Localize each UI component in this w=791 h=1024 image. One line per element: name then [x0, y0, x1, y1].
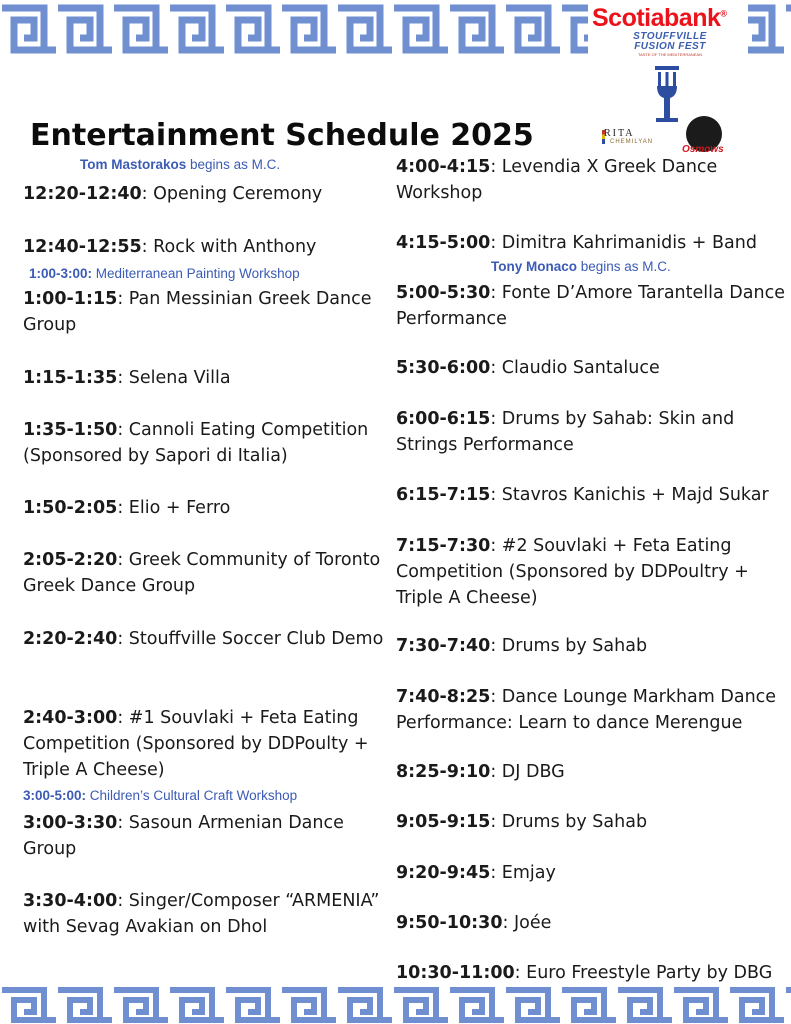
rita-logo-sub: CHEMILYAN — [610, 139, 654, 145]
schedule-item: 1:00-1:15: Pan Messinian Greek Dance Group — [23, 289, 372, 335]
schedule-item: 5:00-5:30: Fonte D’Amore Tarantella Dance Performance — [396, 283, 785, 329]
schedule-item: 7:30-7:40: Drums by Sahab — [396, 636, 648, 656]
schedule-item: 12:20-12:40: Opening Ceremony — [23, 184, 323, 204]
schedule-item: 2:20-2:40: Stouffville Soccer Club Demo — [23, 629, 384, 649]
schedule-item: 4:00-4:15: Levendia X Greek Dance Workshop — [396, 157, 718, 203]
fusion-fest-logo — [630, 32, 710, 57]
schedule-item: 9:20-9:45: Emjay — [396, 863, 556, 883]
schedule-item: 9:05-9:15: Drums by Sahab — [396, 812, 648, 832]
fork-column-icon — [652, 66, 682, 122]
greek-key-border-bottom — [0, 986, 791, 1024]
workshop-note: 3:00-5:00: Children’s Cultural Craft Workshop — [23, 788, 298, 803]
scotiabank-logo: Scotiabank® — [592, 4, 727, 32]
schedule-item: 3:00-3:30: Sasoun Armenian Dance Group — [23, 813, 344, 859]
schedule-item: 7:15-7:30: #2 Souvlaki + Feta Eating Competition (Sponsored by DDPoultry + Triple A Cheese) — [396, 536, 749, 608]
workshop-note: 1:00-3:00: Mediterranean Painting Workshop — [29, 266, 300, 281]
mc-note: Tom Mastorakos begins as M.C. — [80, 157, 281, 172]
fest-logo-line1: STOUFFVILLE — [633, 31, 707, 42]
schedule-item: 6:15-7:15: Stavros Kanichis + Majd Sukar — [396, 485, 769, 505]
schedule-item: 8:25-9:10: DJ DBG — [396, 762, 565, 782]
schedule-item: 12:40-12:55: Rock with Anthony — [23, 237, 317, 257]
schedule-item: 9:50-10:30: Joée — [396, 913, 552, 933]
fest-logo-line2: FUSION FEST — [634, 41, 706, 52]
schedule-item: 2:40-3:00: #1 Souvlaki + Feta Eating Competition (Sponsored by DDPoulty + Triple A Cheese) — [23, 708, 369, 780]
schedule-item: 1:50-2:05: Elio + Ferro — [23, 498, 231, 518]
schedule-item: 2:05-2:20: Greek Community of Toronto Greek Dance Group — [23, 550, 381, 596]
schedule-item: 5:30-6:00: Claudio Santaluce — [396, 358, 660, 378]
schedule-item: 1:15-1:35: Selena Villa — [23, 368, 231, 388]
schedule-item: 7:40-8:25: Dance Lounge Markham Dance Performance: Learn to dance Merengue — [396, 687, 777, 733]
page-title: Entertainment Schedule 2025 — [30, 118, 534, 153]
schedule-item: 3:30-4:00: Singer/Composer “ARMENIA” with Sevag Avakian on Dhol — [23, 891, 380, 937]
osmows-logo: Osmows — [682, 144, 724, 155]
fest-logo-tagline: TASTE OF THE MEDITERRANEAN — [637, 52, 703, 57]
schedule-item: 6:00-6:15: Drums by Sahab: Skin and Strings Performance — [396, 409, 735, 455]
schedule-item: 10:30-11:00: Euro Freestyle Party by DBG — [396, 963, 773, 983]
schedule-item: 4:15-5:00: Dimitra Kahrimanidis + Band — [396, 233, 757, 253]
mc-note: Tony Monaco begins as M.C. — [491, 259, 671, 274]
rita-logo: RITA — [604, 128, 635, 139]
schedule-item: 1:35-1:50: Cannoli Eating Competition (Sponsored by Sapori di Italia) — [23, 420, 369, 466]
